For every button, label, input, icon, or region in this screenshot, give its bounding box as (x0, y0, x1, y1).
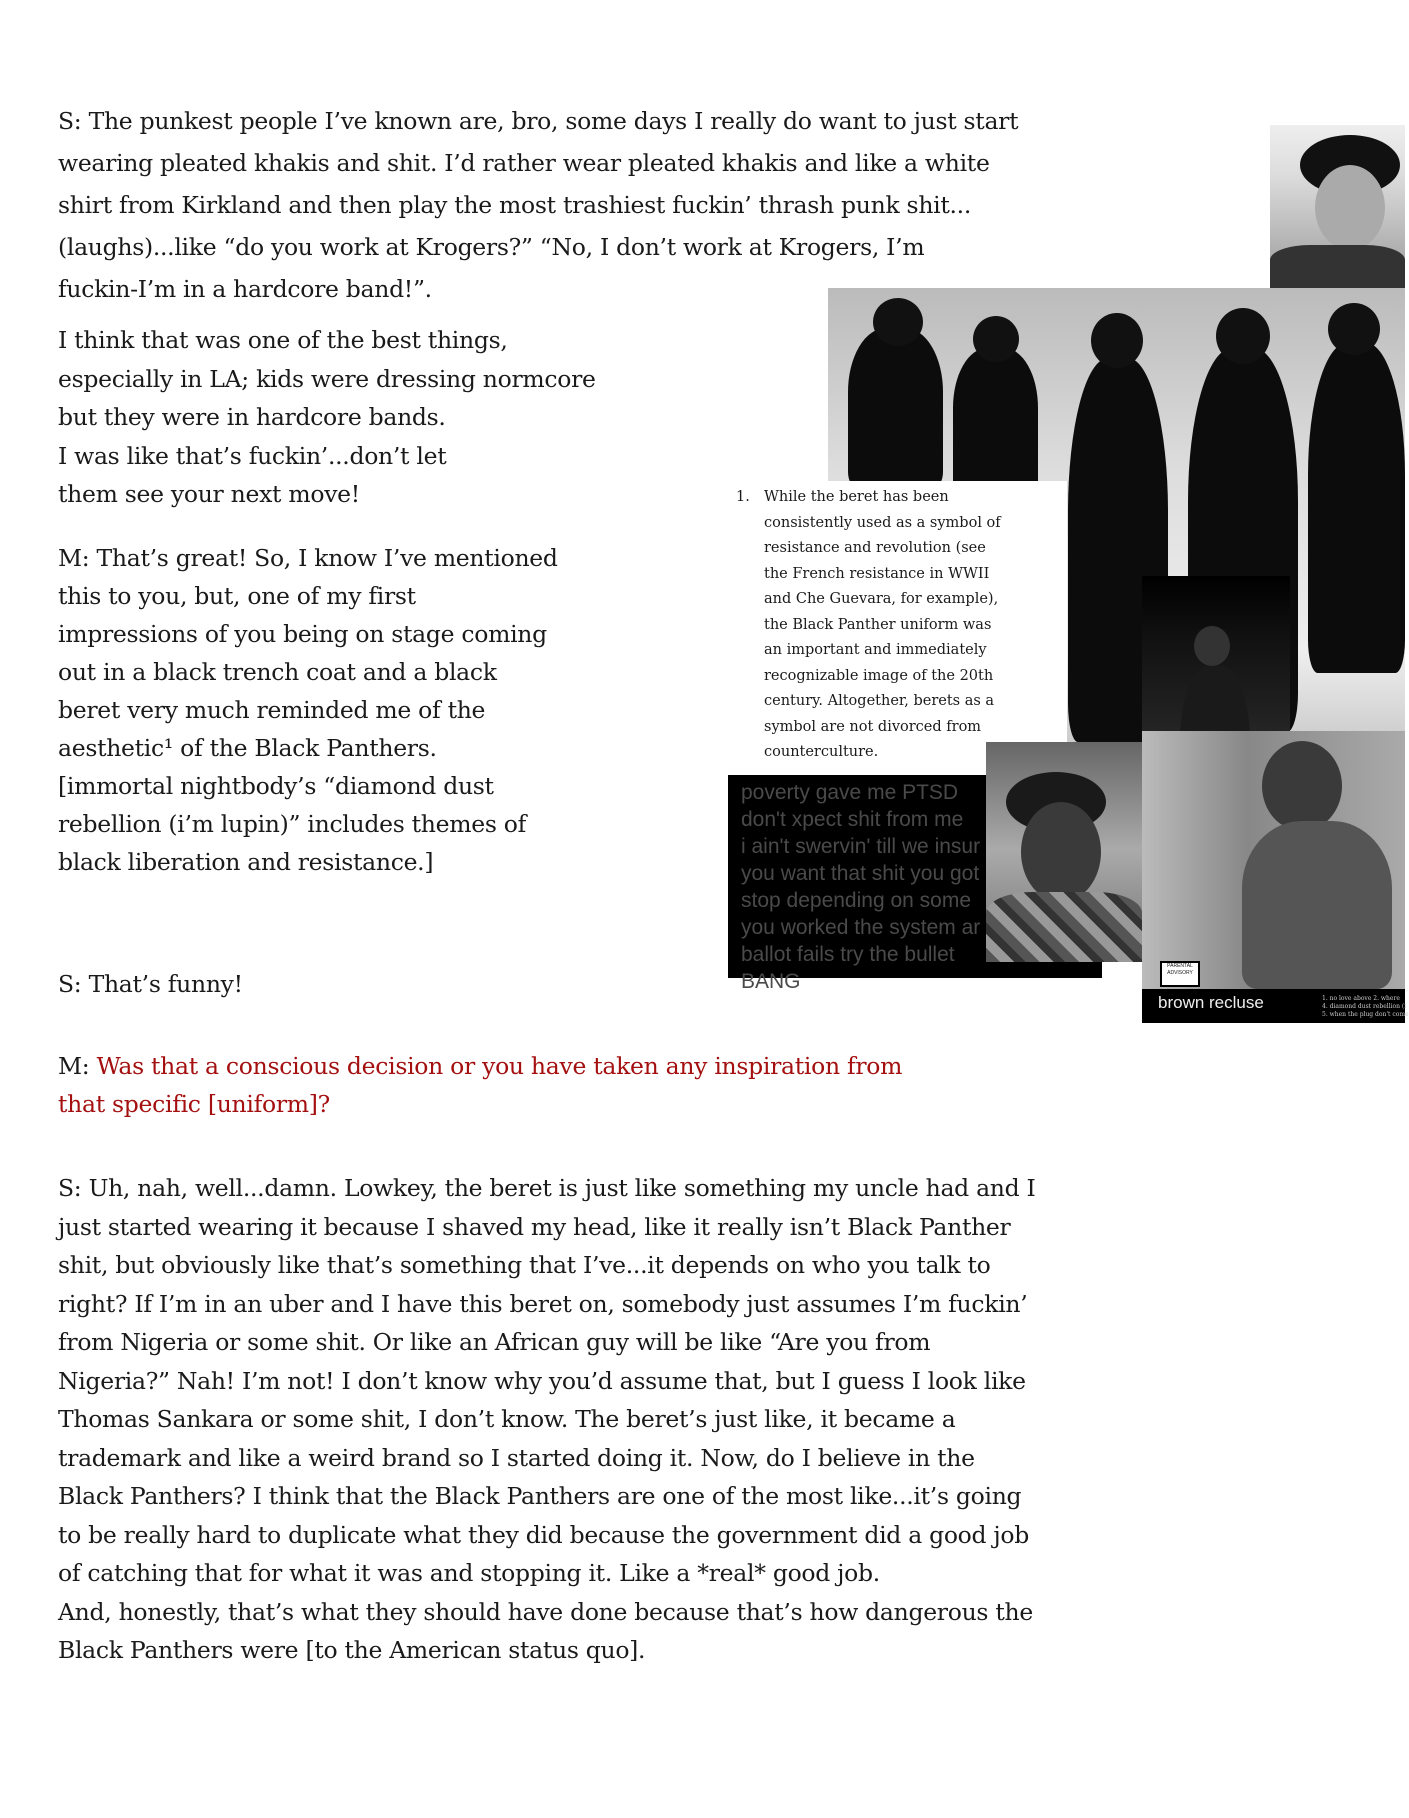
text-line (58, 1327, 930, 1357)
text-line (58, 1520, 1029, 1550)
text-line-content: [immortal nightbody’s “diamond dust (58, 772, 494, 800)
text-line-content: (laughs)...like “do you work at Krogers?” “No, I don’t work at Krogers, I’m (58, 233, 925, 261)
text-line (58, 1173, 1036, 1203)
lyric-line: ballot fails try the bullet (741, 943, 955, 966)
text-line (58, 1289, 1027, 1319)
text-line-content: And, honestly, that’s what they should have done because that’s how dangerous the (58, 1597, 1033, 1626)
speaker-label: M: (58, 1052, 97, 1080)
text-line (58, 695, 485, 725)
text-line-content: from Nigeria or some shit. Or like an African guy will be like “Are you from (58, 1328, 931, 1356)
text-line (58, 1404, 955, 1434)
footnote-line: century. Altogether, berets as a (764, 693, 995, 709)
lyric-line: stop depending on some (741, 889, 972, 912)
track-line: 1. no love above 2. where (1322, 995, 1400, 1002)
text-line-content: fuckin-I’m in a hardcore band!”. (58, 275, 432, 303)
footnote-line: symbol are not divorced from (764, 718, 982, 735)
text-line (58, 847, 433, 877)
thomas-sankara-photo (986, 742, 1142, 957)
text-line (58, 969, 243, 999)
text-line-content: Was that a conscious decision or you have taken any inspiration from (96, 1052, 903, 1080)
text-line (58, 441, 446, 471)
track-line: 4. diamond dust rebellion (i (1322, 1003, 1407, 1010)
footnote-line: resistance and revolution (see (764, 540, 986, 556)
text-line (58, 364, 596, 394)
text-line (58, 1366, 1026, 1396)
text-line (58, 1212, 1010, 1242)
text-line (58, 148, 990, 178)
footnote-line: counterculture. (764, 744, 879, 760)
text-line-content: to be really hard to duplicate what they did because the government did a good job (58, 1520, 1030, 1549)
text-line-content: that specific [uniform]? (58, 1090, 330, 1118)
footnote-line: and Che Guevara, for example), (764, 591, 999, 607)
lyric-line: BANG (741, 970, 801, 993)
text-line-content: rebellion (i’m lupin)” includes themes of (58, 810, 526, 838)
text-line (58, 1051, 902, 1081)
brown-recluse-album-cover (1142, 731, 1409, 1023)
footnote-box (728, 481, 1067, 766)
lyric-line: you worked the system ar (741, 916, 981, 939)
text-line-content: but they were in hardcore bands. (58, 403, 446, 431)
text-line-content: out in a black trench coat and a black (58, 658, 497, 686)
parental-advisory-label: PARENTAL ADVISORY (1160, 961, 1200, 987)
text-line-content: Black Panthers? I think that the Black Panthers are one of the most like...it’s going (58, 1482, 1022, 1510)
text-line (58, 1443, 975, 1473)
text-line (58, 619, 547, 649)
text-line-content: right? If I’m in an uber and I have this beret on, somebody just assumes I’m fuckin’ (58, 1289, 1028, 1318)
footnote-line: While the beret has been (764, 489, 949, 505)
text-line (58, 1558, 880, 1588)
text-line-content: Nigeria?” Nah! I’m not! I don’t know why you’d assume that, but I guess I look like (58, 1366, 1026, 1395)
text-line (58, 232, 924, 262)
text-line (58, 1481, 1021, 1511)
text-line-content: beret very much reminded me of the (58, 696, 486, 724)
text-line-content: trademark and like a weird brand so I started doing it. Now, do I believe in the (58, 1443, 975, 1472)
text-line-content: S: Uh, nah, well...damn. Lowkey, the beret is just like something my uncle had and I (58, 1174, 1036, 1202)
text-line-content: them see your next move! (58, 480, 360, 508)
track-line: 5. when the plug don't come (1322, 1011, 1409, 1018)
text-line (58, 1597, 1033, 1627)
text-line-content: impressions of you being on stage coming (58, 620, 547, 648)
text-line-content: shit, but obviously like that’s something that I’ve...it depends on who you talk to (58, 1251, 991, 1279)
text-line (58, 581, 416, 611)
text-line-content: I was like that’s fuckin’...don’t let (58, 441, 447, 470)
text-line-content: this to you, but, one of my first (58, 582, 416, 610)
text-line (58, 1250, 991, 1280)
text-line (58, 106, 1018, 136)
text-line (58, 1635, 645, 1665)
text-line (58, 274, 432, 304)
text-line-content: I think that was one of the best things, (58, 326, 508, 354)
che-guevara-photo (1270, 125, 1405, 288)
text-line-content: just started wearing it because I shaved my head, like it really isn’t Black Panther (58, 1212, 1011, 1241)
text-line (58, 402, 446, 432)
text-line (58, 809, 526, 839)
text-line (58, 771, 494, 801)
text-line-content: shirt from Kirkland and then play the most trashiest fuckin’ thrash punk shit... (58, 191, 972, 219)
footnote-number: 1. (736, 489, 750, 505)
lyric-line: i ain't swervin' till we insur (741, 835, 981, 858)
text-line-content: wearing pleated khakis and shit. I’d rather wear pleated khakis and like a white (58, 149, 990, 177)
text-line-content: of catching that for what it was and stopping it. Like a *real* good job. (58, 1559, 880, 1587)
text-line-content: S: That’s funny! (58, 970, 243, 998)
text-line-content: black liberation and resistance.] (58, 848, 434, 876)
text-line (58, 190, 971, 220)
text-line-content: especially in LA; kids were dressing normcore (58, 364, 596, 393)
text-line (58, 733, 437, 763)
text-line (58, 479, 360, 509)
footnote-line: consistently used as a symbol of (764, 514, 1001, 531)
text-line-content: M: That’s great! So, I know I’ve mentioned (58, 544, 558, 572)
footnote-line: an important and immediately (764, 642, 987, 658)
text-line-content: S: The punkest people I’ve known are, bro, some days I really do want to just start (58, 107, 1019, 135)
text-line (58, 657, 497, 687)
album-title: brown recluse (1158, 993, 1264, 1012)
lyric-line: poverty gave me PTSD (741, 781, 959, 804)
footnote-line: the Black Panther uniform was (764, 616, 992, 633)
lyric-line: don't xpect shit from me (741, 808, 964, 831)
lyric-line: you want that shit you got (741, 862, 980, 885)
text-line (58, 543, 558, 573)
text-line (58, 1089, 330, 1119)
footnote-line: the French resistance in WWII (764, 565, 990, 582)
text-line (58, 325, 508, 355)
text-line-content: Black Panthers were [to the American status quo]. (58, 1636, 646, 1664)
text-line-content: Thomas Sankara or some shit, I don’t know. The beret’s just like, it became a (58, 1405, 956, 1433)
text-line-content: aesthetic¹ of the Black Panthers. (58, 734, 437, 762)
footnote-line: recognizable image of the 20th (764, 667, 994, 684)
